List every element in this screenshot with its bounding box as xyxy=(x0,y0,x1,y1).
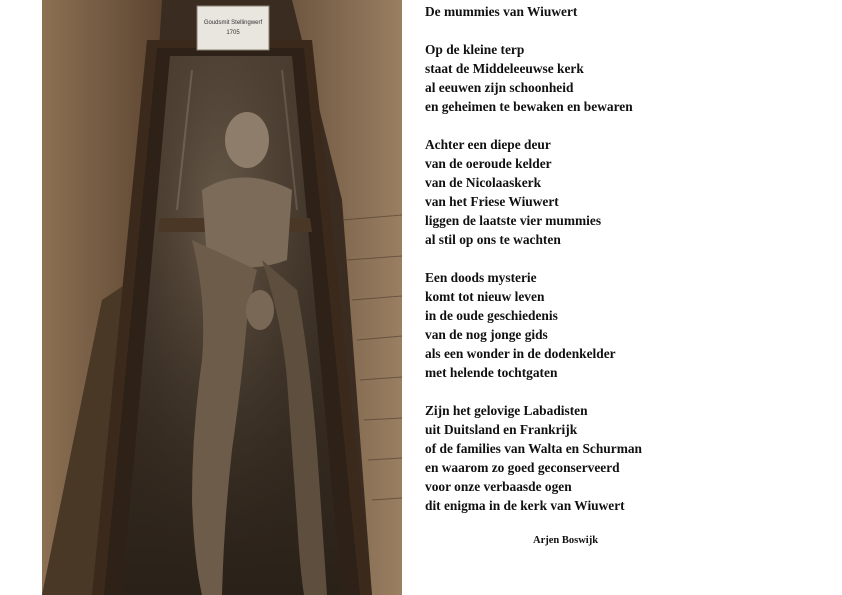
plaque-year: 1705 xyxy=(226,30,240,36)
poem-line: liggen de laatste vier mummies xyxy=(425,213,602,228)
poem-line: dit enigma in de kerk van Wiuwert xyxy=(425,498,625,513)
poem-line: van de Nicolaaskerk xyxy=(425,175,542,190)
stanza-1 xyxy=(425,40,825,116)
poem-line: van het Friese Wiuwert xyxy=(425,194,559,209)
poem-line: Achter een diepe deur xyxy=(425,137,551,152)
poem-line: al stil op ons te wachten xyxy=(425,232,561,247)
poem xyxy=(425,2,825,515)
poem-author: Arjen Boswijk xyxy=(533,535,599,546)
poem-line: en waarom zo goed geconserveerd xyxy=(425,460,620,475)
poem-title: De mummies van Wiuwert xyxy=(425,4,578,19)
stanza-2 xyxy=(425,135,825,249)
poem-line: als een wonder in de dodenkelder xyxy=(425,346,616,361)
poem-line: in de oude geschiedenis xyxy=(425,308,558,323)
stanza-4 xyxy=(425,401,825,515)
poem-line: van de nog jonge gids xyxy=(425,327,548,342)
poem-line: Op de kleine terp xyxy=(425,42,525,57)
stanza-3 xyxy=(425,268,825,382)
poem-line: Zijn het gelovige Labadisten xyxy=(425,403,588,418)
poem-line: komt tot nieuw leven xyxy=(425,289,545,304)
mummy-coffin-photo xyxy=(42,0,402,595)
poem-line: of de families van Walta en Schurman xyxy=(425,441,642,456)
poem-line: staat de Middeleeuwse kerk xyxy=(425,61,584,76)
poem-line: voor onze verbaasde ogen xyxy=(425,479,572,494)
poem-line: Een doods mysterie xyxy=(425,270,537,285)
plaque-name: Goudsmit Stellingwerf xyxy=(203,20,263,26)
poem-line: met helende tochtgaten xyxy=(425,365,558,380)
poem-line: uit Duitsland en Frankrijk xyxy=(425,422,578,437)
poem-line: van de oeroude kelder xyxy=(425,156,552,171)
poem-line: al eeuwen zijn schoonheid xyxy=(425,80,574,95)
poem-line: en geheimen te bewaken en bewaren xyxy=(425,99,633,114)
